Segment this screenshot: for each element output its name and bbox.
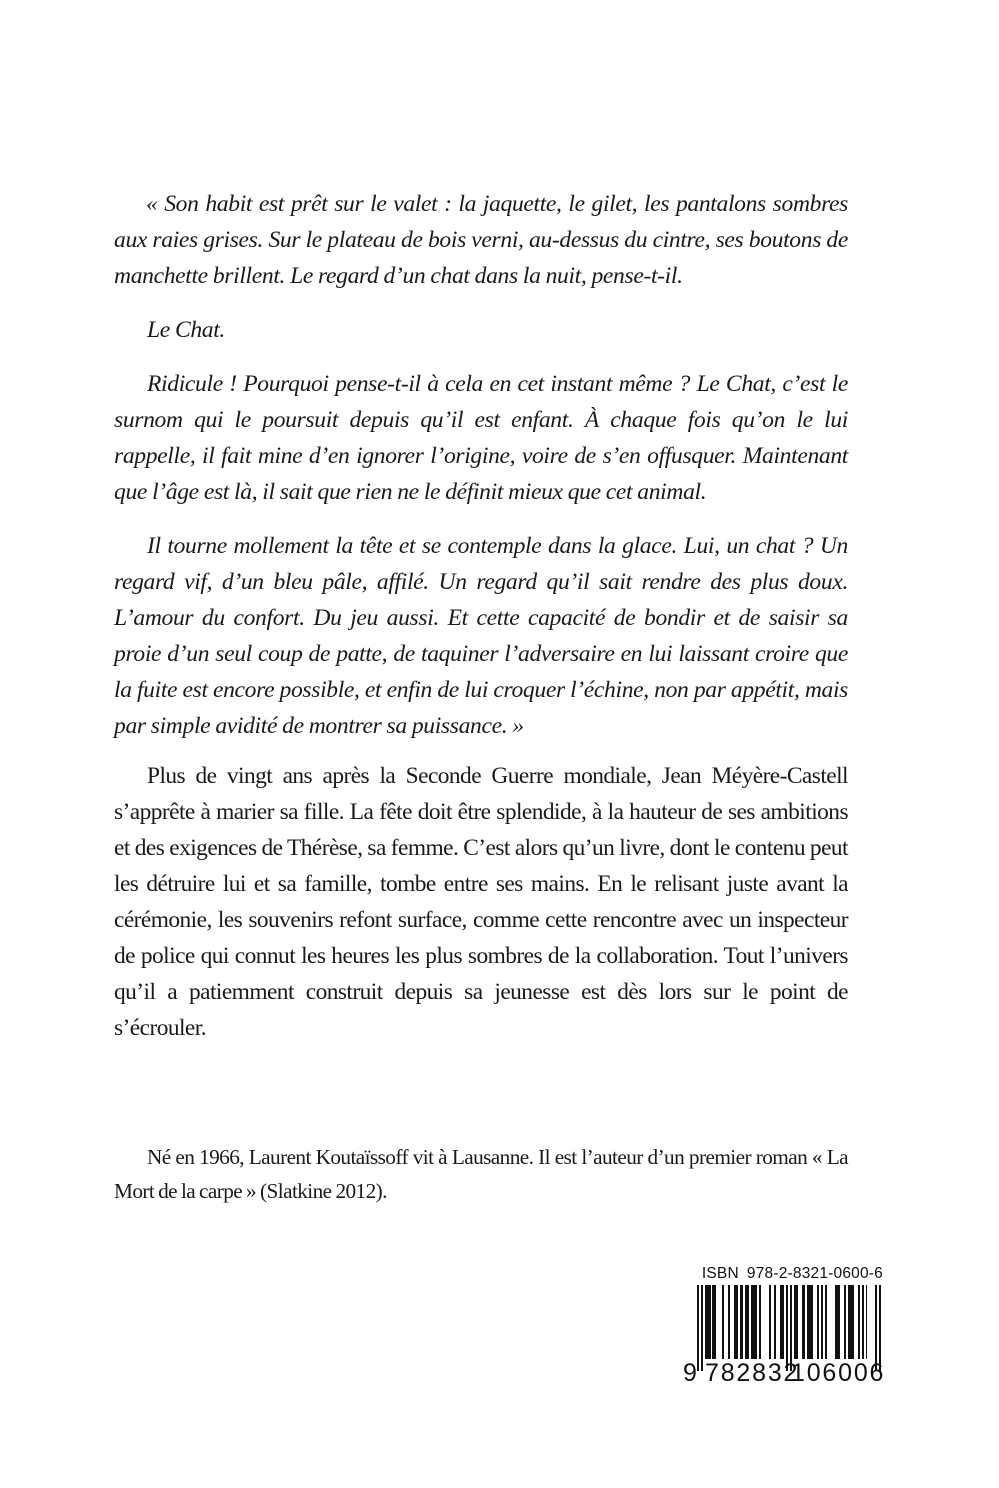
barcode-bar	[751, 1285, 757, 1359]
isbn-number: 978-2-8321-0600-6	[746, 1265, 883, 1282]
book-excerpt	[114, 186, 848, 762]
isbn-label	[683, 1266, 883, 1282]
barcode-bar	[802, 1285, 806, 1359]
barcode-digit-first: 9	[683, 1359, 699, 1387]
barcode-bar	[866, 1285, 868, 1359]
barcode-bar	[734, 1285, 738, 1359]
barcode-bar	[769, 1285, 771, 1359]
barcode-bar	[745, 1285, 749, 1359]
isbn-prefix: ISBN	[701, 1265, 739, 1282]
barcode-digits-left: 782832	[705, 1359, 800, 1387]
excerpt-paragraph: Ridicule ! Pourquoi pense-t-il à cela en cet instant même ? Le Chat, c’est le surnom qui le poursuit depuis qu’il est enfant. À chaque fois qu’on le lui rappelle, il fait mine d’en ignorer l’origine, voire de s’en offusquer. Maintenant que l’âge est là, il sait que rien ne le définit mieux que cet animal.	[114, 371, 848, 505]
barcode-bar	[712, 1285, 716, 1359]
summary-paragraph: Plus de vingt ans après la Seconde Guerre mondiale, Jean Méyère-Castell s’apprête à marier sa fille. La fête doit être splendide, à la hauteur de ses ambitions et des exigences de Thérèse, sa femme. C’est alors qu’un livre, dont le contenu peut les détruire lui et sa famille, tombe entre ses mains. En le relisant juste avant la cérémonie, les souvenirs refont surface, comme cette rencontre avec un inspecteur de police qui connut les heures les plus sombres de la collaboration. Tout l’univers qu’il a patiemment construit depuis sa jeunesse est dès lors sur le point de s’écrouler.	[114, 763, 848, 1041]
barcode-bar	[759, 1285, 761, 1359]
barcode-bar	[722, 1285, 724, 1359]
barcode-bar	[825, 1285, 827, 1359]
isbn-barcode	[683, 1265, 886, 1387]
barcode-digits	[683, 1359, 886, 1387]
barcode-bar	[780, 1285, 784, 1359]
barcode-bar	[862, 1285, 864, 1359]
barcode-bar	[728, 1285, 730, 1359]
barcode-bar	[817, 1285, 819, 1359]
excerpt-paragraph: Le Chat.	[147, 317, 225, 343]
barcode-bar	[740, 1285, 744, 1359]
author-bio-paragraph: Né en 1966, Laurent Koutaïssoff vit à Lausanne. Il est l’auteur d’un premier roman « La Mort de la carpe » (Slatkine 2012).	[114, 1145, 848, 1203]
barcode-bar	[821, 1285, 823, 1359]
barcode-bar	[807, 1285, 813, 1359]
excerpt-paragraph: Il tourne mollement la tête et se contemple dans la glace. Lui, un chat ? Un regard vif, d’un bleu pâle, affilé. Un regard qu’il sait rendre des plus doux. L’amour du confort. Du jeu aussi. Et cette capacité de bondir et de saisir sa proie d’un seul coup de patte, de taquiner l’adversaire en lui laissant croire que la fuite est encore possible, et enfin de lui croquer l’échine, non par appétit, mais par simple avidité de montrer sa puissance. »	[114, 533, 848, 739]
author-bio	[114, 1140, 848, 1208]
barcode-bar	[835, 1285, 841, 1359]
book-summary	[114, 758, 848, 1046]
barcode-bar	[701, 1285, 703, 1371]
barcode-bar	[774, 1285, 776, 1359]
barcode-bar	[844, 1285, 846, 1359]
barcode-bar	[858, 1285, 860, 1359]
excerpt-paragraph: « Son habit est prêt sur le valet : la jaquette, le gilet, les pantalons sombres aux raies grises. Sur le plateau de bois verni, au-dessus du cintre, ses boutons de manchette brillent. Le regard d’un chat dans la nuit, pense-t-il.	[114, 191, 848, 289]
barcode-bar	[705, 1285, 711, 1359]
barcode-bar	[848, 1285, 854, 1359]
barcode-bar	[794, 1285, 798, 1359]
barcode-digits-right: 106006	[791, 1359, 886, 1387]
